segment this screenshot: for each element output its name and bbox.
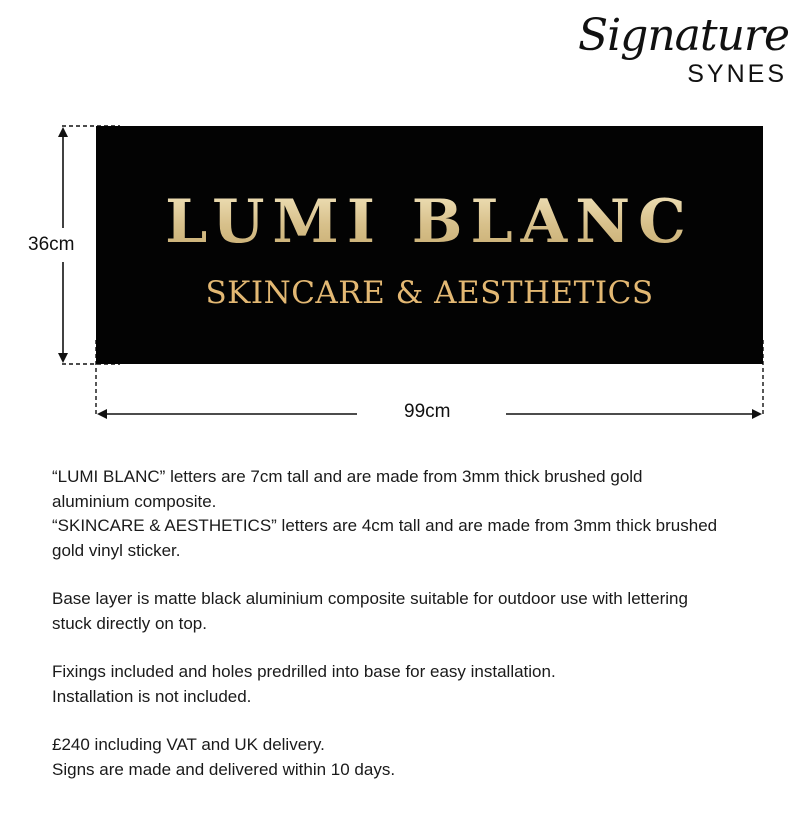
logo-script-text: Signature (577, 10, 789, 61)
paragraph-gap (52, 563, 792, 587)
description-line: gold vinyl sticker. (52, 540, 181, 560)
arrowhead-up (58, 127, 68, 137)
paragraph-gap (52, 709, 792, 733)
description-line: “LUMI BLANC” letters are 7cm tall and are made from 3mm thick brushed gold (52, 467, 643, 486)
height-dimension-label: 36cm (28, 234, 75, 255)
sign-preview (96, 126, 763, 364)
arrowhead-left (97, 409, 107, 419)
arrowhead-right (752, 409, 762, 419)
description-line: “SKINCARE & AESTHETICS” letters are 4cm tall and are made from 3mm thick brushed (52, 516, 718, 535)
arrowhead-down (58, 353, 68, 363)
sign-subtitle: SKINCARE & AESTHETICS (205, 275, 654, 311)
description-line: aluminium composite. (52, 491, 217, 511)
description-line: stuck directly on top. (52, 613, 207, 633)
delivery-line: Signs are made and delivered within 10 days. (52, 759, 396, 779)
width-dimension-label: 99cm (404, 401, 451, 422)
description-line: Base layer is matte black aluminium composite suitable for outdoor use with lettering (52, 589, 688, 608)
price-line: £240 including VAT and UK delivery. (52, 735, 325, 754)
sign-title: LUMI BLANC (96, 192, 763, 252)
description-line: Fixings included and holes predrilled into base for easy installation. (52, 662, 556, 681)
product-description (52, 465, 792, 782)
paragraph-gap (52, 636, 792, 660)
logo-sub-text: SYNES (687, 60, 787, 88)
description-line: Installation is not included. (52, 686, 252, 706)
